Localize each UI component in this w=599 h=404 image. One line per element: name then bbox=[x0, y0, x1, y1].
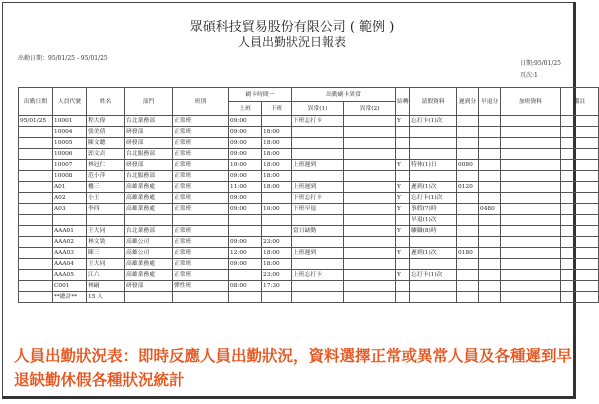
cell-abn1 bbox=[292, 138, 344, 149]
cell-out bbox=[262, 116, 292, 127]
cell-leave bbox=[410, 292, 457, 303]
cell-name: 王大同 bbox=[87, 259, 125, 270]
cell-abn1 bbox=[292, 281, 344, 292]
cell-late bbox=[457, 226, 479, 237]
cell-in: 09:00 bbox=[229, 116, 262, 127]
cell-id: 10008 bbox=[53, 171, 87, 182]
cell-abn2 bbox=[344, 171, 396, 182]
cell-remark bbox=[561, 171, 599, 182]
cell-in: 09:00 bbox=[229, 204, 262, 215]
cell-ot bbox=[501, 259, 561, 270]
cell-dept: 台北服務部 bbox=[125, 149, 173, 160]
cell-early bbox=[479, 237, 501, 248]
col-clock-out: 下班 bbox=[262, 102, 292, 116]
cell-name: 小王 bbox=[87, 193, 125, 204]
cell-early bbox=[479, 171, 501, 182]
cell-leave: 早退(1)次 bbox=[410, 215, 457, 226]
col-name: 姓名 bbox=[87, 88, 125, 116]
cell-in: 09:00 bbox=[229, 171, 262, 182]
cell-id: 10007 bbox=[53, 160, 87, 171]
cell-abn2 bbox=[344, 270, 396, 281]
cell-abn2 bbox=[344, 226, 396, 237]
cell-shift: 正常班 bbox=[173, 226, 229, 237]
col-remark: 備註 bbox=[561, 88, 599, 116]
cell-name: 范小萍 bbox=[87, 171, 125, 182]
cell-out: 18:00 bbox=[262, 160, 292, 171]
col-dept: 部門 bbox=[125, 88, 173, 116]
col-overtime: 加班資料 bbox=[501, 88, 561, 116]
cell-shift: 正常班 bbox=[173, 160, 229, 171]
table-row bbox=[19, 138, 599, 149]
cell-name: 15 人 bbox=[87, 292, 125, 303]
cell-abn2 bbox=[344, 281, 396, 292]
cell-closed bbox=[396, 171, 410, 182]
cell-early bbox=[479, 193, 501, 204]
cell-late: 0080 bbox=[457, 160, 479, 171]
cell-remark bbox=[561, 281, 599, 292]
cell-in: 09:00 bbox=[229, 259, 262, 270]
cell-id: AAA05 bbox=[53, 270, 87, 281]
cell-shift bbox=[173, 292, 229, 303]
table-row bbox=[19, 116, 599, 127]
cell-id: 10006 bbox=[53, 149, 87, 160]
cell-closed: Y bbox=[396, 270, 410, 281]
attendance-table bbox=[18, 87, 599, 303]
cell-name: 張美倩 bbox=[87, 127, 125, 138]
cell-date: 95/01/25 bbox=[19, 116, 53, 127]
table-row bbox=[19, 281, 599, 292]
table-row bbox=[19, 204, 599, 215]
cell-ot bbox=[501, 237, 561, 248]
cell-out bbox=[262, 193, 292, 204]
company-name: 眾碩科技貿易股份有限公司 ( 範例 ) bbox=[189, 20, 395, 35]
cell-early: 0480 bbox=[479, 204, 501, 215]
cell-shift: 正常班 bbox=[173, 204, 229, 215]
cell-out: 18:00 bbox=[262, 127, 292, 138]
cell-ot bbox=[501, 149, 561, 160]
cell-closed bbox=[396, 215, 410, 226]
cell-late bbox=[457, 193, 479, 204]
cell-shift: 彈性班 bbox=[173, 281, 229, 292]
cell-remark bbox=[561, 127, 599, 138]
cell-name bbox=[87, 215, 125, 226]
cell-remark bbox=[561, 149, 599, 160]
cell-remark bbox=[561, 248, 599, 259]
cell-shift: 正常班 bbox=[173, 138, 229, 149]
cell-date bbox=[19, 248, 53, 259]
cell-early bbox=[479, 292, 501, 303]
cell-early bbox=[479, 226, 501, 237]
cell-abn1 bbox=[292, 237, 344, 248]
cell-dept: 高雄業務處 bbox=[125, 204, 173, 215]
cell-late: 0120 bbox=[457, 182, 479, 193]
cell-abn2 bbox=[344, 160, 396, 171]
cell-in: 10:00 bbox=[229, 160, 262, 171]
cell-id: AAA01 bbox=[53, 226, 87, 237]
cell-out: 18:00 bbox=[262, 248, 292, 259]
cell-early bbox=[479, 182, 501, 193]
cell-remark bbox=[561, 226, 599, 237]
cell-id: A03 bbox=[53, 204, 87, 215]
cell-remark bbox=[561, 182, 599, 193]
cell-leave bbox=[410, 171, 457, 182]
cell-late: 0180 bbox=[457, 248, 479, 259]
table-row bbox=[19, 182, 599, 193]
cell-leave: 忘打卡(1)次 bbox=[410, 116, 457, 127]
cell-closed bbox=[396, 259, 410, 270]
col-date: 出勤日期 bbox=[19, 88, 53, 116]
cell-leave: 特休(1)日 bbox=[410, 160, 457, 171]
table-row bbox=[19, 270, 599, 281]
cell-ot bbox=[501, 204, 561, 215]
cell-late bbox=[457, 171, 479, 182]
cell-abn2 bbox=[344, 193, 396, 204]
cell-late bbox=[457, 204, 479, 215]
cell-early bbox=[479, 281, 501, 292]
cell-remark bbox=[561, 292, 599, 303]
cell-abn1 bbox=[292, 127, 344, 138]
cell-closed: Y bbox=[396, 116, 410, 127]
table-row bbox=[19, 171, 599, 182]
cell-abn2 bbox=[344, 292, 396, 303]
cell-closed: Y bbox=[396, 182, 410, 193]
cell-early bbox=[479, 270, 501, 281]
date-range: 出勤日期：95/01/25 - 95/01/25 bbox=[18, 55, 108, 62]
cell-early bbox=[479, 160, 501, 171]
cell-late bbox=[457, 138, 479, 149]
cell-leave bbox=[410, 127, 457, 138]
cell-ot bbox=[501, 292, 561, 303]
cell-in: 12:00 bbox=[229, 248, 262, 259]
cell-ot bbox=[501, 160, 561, 171]
cell-name: 李四 bbox=[87, 204, 125, 215]
cell-dept: 高雄業務處 bbox=[125, 182, 173, 193]
cell-shift: 正常班 bbox=[173, 127, 229, 138]
cell-remark bbox=[561, 237, 599, 248]
cell-date bbox=[19, 259, 53, 270]
cell-shift: 正常班 bbox=[173, 116, 229, 127]
cell-shift: 正常班 bbox=[173, 193, 229, 204]
cell-date bbox=[19, 204, 53, 215]
cell-in: 09:00 bbox=[229, 149, 262, 160]
description-caption: 人員出勤狀況表：即時反應人員出勤狀況，資料選擇正常或異常人員及各種遲到早退缺勤休假各種狀況統計 bbox=[14, 347, 573, 389]
cell-date bbox=[19, 281, 53, 292]
cell-dept bbox=[125, 292, 173, 303]
cell-early bbox=[479, 138, 501, 149]
cell-abn2 bbox=[344, 182, 396, 193]
cell-closed bbox=[396, 237, 410, 248]
cell-abn1 bbox=[292, 292, 344, 303]
cell-dept: 研發部 bbox=[125, 281, 173, 292]
cell-remark bbox=[561, 259, 599, 270]
cell-abn1: 上班忘打卡 bbox=[292, 270, 344, 281]
cell-early bbox=[479, 116, 501, 127]
cell-date bbox=[19, 292, 53, 303]
col-closed: 結轉 bbox=[396, 88, 410, 116]
table-row bbox=[19, 193, 599, 204]
cell-in: 09:00 bbox=[229, 127, 262, 138]
cell-leave: 曠職(8)時 bbox=[410, 226, 457, 237]
cell-out: 23:00 bbox=[262, 237, 292, 248]
cell-abn1: 上班遲到 bbox=[292, 248, 344, 259]
cell-leave: 忘打卡(1)次 bbox=[410, 193, 457, 204]
cell-ot bbox=[501, 127, 561, 138]
col-early: 早退分 bbox=[479, 88, 501, 116]
cell-ot bbox=[501, 182, 561, 193]
cell-abn1: 當日缺勤 bbox=[292, 226, 344, 237]
cell-closed: Y bbox=[396, 226, 410, 237]
table-row bbox=[19, 215, 599, 226]
cell-early bbox=[479, 248, 501, 259]
col-abnormal-2: 異常(2) bbox=[344, 102, 396, 116]
cell-name: 陳文聰 bbox=[87, 138, 125, 149]
cell-remark bbox=[561, 204, 599, 215]
cell-leave: 事假(7)時 bbox=[410, 204, 457, 215]
cell-shift: 正常班 bbox=[173, 182, 229, 193]
cell-name: 程大偉 bbox=[87, 116, 125, 127]
cell-leave: 忘打卡(1)次 bbox=[410, 270, 457, 281]
cell-id: AAA04 bbox=[53, 259, 87, 270]
cell-shift: 正常班 bbox=[173, 171, 229, 182]
cell-leave bbox=[410, 281, 457, 292]
cell-closed: Y bbox=[396, 248, 410, 259]
cell-date bbox=[19, 160, 53, 171]
cell-id: 10001 bbox=[53, 116, 87, 127]
cell-in: 11:00 bbox=[229, 182, 262, 193]
report-title: 人員出勤狀況日報表 bbox=[237, 35, 346, 49]
cell-abn1: 上班遲到 bbox=[292, 182, 344, 193]
cell-abn1: 下班忘打卡 bbox=[292, 116, 344, 127]
cell-closed: Y bbox=[396, 204, 410, 215]
cell-early bbox=[479, 149, 501, 160]
cell-ot bbox=[501, 138, 561, 149]
cell-in bbox=[229, 270, 262, 281]
col-emp-id: 人員代號 bbox=[53, 88, 87, 116]
cell-dept bbox=[125, 215, 173, 226]
cell-name: 林冠仁 bbox=[87, 160, 125, 171]
cell-dept: 研發部 bbox=[125, 138, 173, 149]
cell-out: 18:00 bbox=[262, 149, 292, 160]
cell-ot bbox=[501, 215, 561, 226]
cell-in bbox=[229, 215, 262, 226]
cell-shift: 正常班 bbox=[173, 248, 229, 259]
cell-abn2 bbox=[344, 127, 396, 138]
col-late: 遲到分 bbox=[457, 88, 479, 116]
cell-shift bbox=[173, 215, 229, 226]
cell-abn1 bbox=[292, 171, 344, 182]
cell-abn1 bbox=[292, 215, 344, 226]
col-abnormal-1: 異常(1) bbox=[292, 102, 344, 116]
cell-early bbox=[479, 127, 501, 138]
table-row bbox=[19, 149, 599, 160]
page-number: 頁次:1 bbox=[520, 72, 538, 79]
cell-leave bbox=[410, 259, 457, 270]
cell-ot bbox=[501, 171, 561, 182]
cell-abn2 bbox=[344, 215, 396, 226]
cell-shift: 正常班 bbox=[173, 259, 229, 270]
table-body bbox=[19, 116, 599, 303]
cell-id: A02 bbox=[53, 193, 87, 204]
table-row bbox=[19, 259, 599, 270]
cell-early bbox=[479, 215, 501, 226]
cell-closed bbox=[396, 281, 410, 292]
cell-closed: Y bbox=[396, 193, 410, 204]
cell-name: 郭文貞 bbox=[87, 149, 125, 160]
cell-dept: 台北服務部 bbox=[125, 171, 173, 182]
cell-name: 林嗣 bbox=[87, 281, 125, 292]
cell-abn2 bbox=[344, 259, 396, 270]
cell-dept: 台北業務部 bbox=[125, 116, 173, 127]
cell-late bbox=[457, 215, 479, 226]
cell-date bbox=[19, 237, 53, 248]
cell-shift: 正常班 bbox=[173, 149, 229, 160]
table-row bbox=[19, 127, 599, 138]
cell-shift: 正常班 bbox=[173, 270, 229, 281]
cell-closed bbox=[396, 292, 410, 303]
cell-date bbox=[19, 226, 53, 237]
col-card-group: 刷卡時間一 bbox=[229, 88, 292, 102]
cell-abn2 bbox=[344, 204, 396, 215]
cell-name: 樓三 bbox=[87, 182, 125, 193]
cell-name: 江六 bbox=[87, 270, 125, 281]
cell-remark bbox=[561, 138, 599, 149]
cell-ot bbox=[501, 281, 561, 292]
cell-remark bbox=[561, 270, 599, 281]
cell-out: 18:00 bbox=[262, 259, 292, 270]
cell-in bbox=[229, 292, 262, 303]
col-leave: 請假資料 bbox=[410, 88, 457, 116]
cell-out bbox=[262, 215, 292, 226]
col-clock-in: 上班 bbox=[229, 102, 262, 116]
table-row bbox=[19, 160, 599, 171]
cell-dept: 高雄業務處 bbox=[125, 270, 173, 281]
cell-dept: 高雄公司 bbox=[125, 248, 173, 259]
cell-remark bbox=[561, 116, 599, 127]
cell-id: AAA02 bbox=[53, 237, 87, 248]
cell-leave bbox=[410, 149, 457, 160]
cell-date bbox=[19, 182, 53, 193]
cell-out: 10:00 bbox=[262, 204, 292, 215]
table-row bbox=[19, 292, 599, 303]
cell-late bbox=[457, 292, 479, 303]
cell-dept: 高雄公司 bbox=[125, 237, 173, 248]
cell-closed bbox=[396, 149, 410, 160]
cell-dept: 高雄業務處 bbox=[125, 259, 173, 270]
table-row bbox=[19, 248, 599, 259]
cell-date bbox=[19, 127, 53, 138]
cell-leave: 遲到(1)次 bbox=[410, 182, 457, 193]
table-row bbox=[19, 237, 599, 248]
cell-out bbox=[262, 292, 292, 303]
cell-late bbox=[457, 270, 479, 281]
cell-abn2 bbox=[344, 149, 396, 160]
cell-out: 18:00 bbox=[262, 182, 292, 193]
col-abnormal-group: 出勤刷卡異常 bbox=[292, 88, 396, 102]
cell-ot bbox=[501, 116, 561, 127]
cell-late bbox=[457, 259, 479, 270]
cell-leave bbox=[410, 237, 457, 248]
cell-out: 23:00 bbox=[262, 270, 292, 281]
cell-dept: 高雄業務處 bbox=[125, 193, 173, 204]
cell-in: 08:00 bbox=[229, 281, 262, 292]
cell-in: 09:00 bbox=[229, 193, 262, 204]
cell-leave: 遲到(1)次 bbox=[410, 248, 457, 259]
cell-id bbox=[53, 215, 87, 226]
cell-late bbox=[457, 116, 479, 127]
cell-in: 09:00 bbox=[229, 138, 262, 149]
col-shift: 班別 bbox=[173, 88, 229, 116]
cell-closed: Y bbox=[396, 160, 410, 171]
table-row bbox=[19, 226, 599, 237]
cell-id: **總計** bbox=[53, 292, 87, 303]
cell-date bbox=[19, 171, 53, 182]
cell-remark bbox=[561, 215, 599, 226]
cell-date bbox=[19, 149, 53, 160]
cell-id: 10005 bbox=[53, 138, 87, 149]
cell-abn1 bbox=[292, 149, 344, 160]
cell-abn1: 上班遲到 bbox=[292, 160, 344, 171]
cell-late bbox=[457, 237, 479, 248]
cell-ot bbox=[501, 226, 561, 237]
cell-dept: 研發部 bbox=[125, 160, 173, 171]
cell-abn2 bbox=[344, 116, 396, 127]
cell-id: AAA03 bbox=[53, 248, 87, 259]
cell-id: C001 bbox=[53, 281, 87, 292]
print-date: 日期:95/01/25 bbox=[520, 60, 561, 67]
cell-late bbox=[457, 127, 479, 138]
cell-date bbox=[19, 138, 53, 149]
cell-out bbox=[262, 226, 292, 237]
cell-abn2 bbox=[344, 138, 396, 149]
cell-early bbox=[479, 259, 501, 270]
cell-dept: 研發部 bbox=[125, 127, 173, 138]
cell-late bbox=[457, 149, 479, 160]
cell-shift: 正常班 bbox=[173, 237, 229, 248]
cell-date bbox=[19, 215, 53, 226]
cell-name: 陳三 bbox=[87, 248, 125, 259]
cell-id: 10004 bbox=[53, 127, 87, 138]
cell-name: 林文裝 bbox=[87, 237, 125, 248]
cell-id: A01 bbox=[53, 182, 87, 193]
cell-name: 王大同 bbox=[87, 226, 125, 237]
cell-dept: 台北業務部 bbox=[125, 226, 173, 237]
cell-abn2 bbox=[344, 237, 396, 248]
cell-closed bbox=[396, 138, 410, 149]
cell-ot bbox=[501, 248, 561, 259]
cell-ot bbox=[501, 193, 561, 204]
cell-out: 17:30 bbox=[262, 281, 292, 292]
cell-abn2 bbox=[344, 248, 396, 259]
cell-closed bbox=[396, 127, 410, 138]
cell-late bbox=[457, 281, 479, 292]
cell-date bbox=[19, 193, 53, 204]
cell-abn1: 下班忘打卡 bbox=[292, 193, 344, 204]
cell-abn1 bbox=[292, 259, 344, 270]
cell-date bbox=[19, 270, 53, 281]
cell-leave bbox=[410, 138, 457, 149]
cell-remark bbox=[561, 193, 599, 204]
cell-out: 18:00 bbox=[262, 138, 292, 149]
cell-ot bbox=[501, 270, 561, 281]
cell-abn1: 下班早退 bbox=[292, 204, 344, 215]
cell-out: 18:00 bbox=[262, 171, 292, 182]
cell-remark bbox=[561, 160, 599, 171]
cell-in: 09:00 bbox=[229, 237, 262, 248]
cell-in bbox=[229, 226, 262, 237]
